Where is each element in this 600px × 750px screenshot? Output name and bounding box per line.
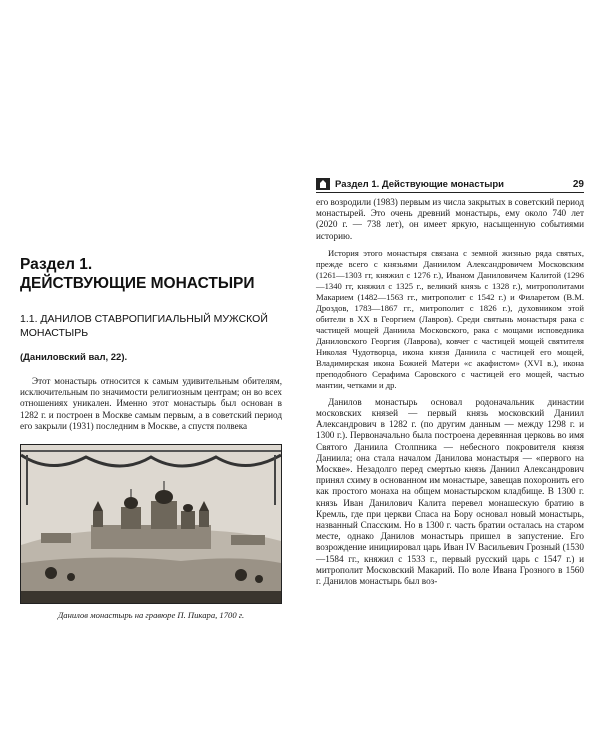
paragraph-3: Данилов монастырь основал родоначальник династии московских князей — первый князь московский Даниил Александрович в 1282 г. (по другим данным — между 1298 г. и 1300 г.). Первоначально была построена деревянная церковь во имя Святого Даниила Столпника — небесного покровителя князя Даниила; она стала началом Данилова монастыря — «первого на Москве». Незадолго перед смертью князь Даниил Александрович принял схиму в основанном им монастыре, завещав похоронить его как простого монаха на общем монастырском кладбище. В 1300 г. князь Иван Данилович Калита перевел монашескую братию в Кремль, где при церкви Спаса на Бору основал новый монастырь, названный Спасским. Но в 1300 г. часть братии осталась на старом месте, однако Данилов монастырь пришел в запустение. Его возрождение инициировал царь Иван IV Васильевич Грозный (1530—1584 гг., княжил с 1533 г., первый русский царь с 1547 г.) и митрополит Московский Макарий. По воле Ивана Грозного в 1560 г. Данилов монастырь был воз- (316, 396, 584, 587)
section-title (20, 255, 282, 293)
address: (Даниловский вал, 22). (20, 352, 128, 363)
church-icon (316, 178, 330, 190)
page-number: 29 (572, 178, 584, 190)
paragraph-1: его возродили (1983) первым из числа закрытых в советский период монастырей. Это очень древний монастырь, ему около 740 лет (2020 г. — 738 лет), он имеет яркую, насыщенную событиями историю. (316, 197, 584, 241)
running-head-title: Раздел 1. Действующие монастыри (335, 178, 505, 190)
right-page (316, 176, 584, 593)
section-title-line2: ДЕЙСТВУЮЩИЕ МОНАСТЫРИ (20, 275, 255, 292)
intro-paragraph: Этот монастырь относится к самым удивительным обителям, исключительным по значимости религиозным центрам; он во всех отношениях уникален. Именно этот монастырь был основан в 1282 г. и построен в Москве самым первым, а в советский период его закрыли (1931) последним в Москве, а спустя полвека (20, 376, 282, 431)
engraving-caption: Данилов монастырь на гравюре П. Пикара, 1700 г. (57, 610, 245, 621)
running-head (316, 176, 584, 193)
monastery-engraving-image (20, 444, 282, 604)
paragraph-2: История этого монастыря связана с земной жизнью ряда святых, прежде всего с князьями Даниилом Александровичем Московским (1261—1303 гг, княжил с 1276 г.), Иваном Даниловичем Калитой (1296—1340 гг, княжил с 1325 г., великий князь с 1328 г.), митрополитами Макарием (1482—1563 гг., митрополит с 1542 г.) и Филаретом (В.М. Дроздов, 1783—1867 гг., митрополит с 1826 г.), духовником этой обители в XX в Георгием (Лавров). Среди святынь монастыря рака с частицей мощей Даниила Московского, рака с мощами исповедника Даниловского Георгия (Лаврова), ковчег с частицей мощей святителя Николая Чудотворца, икона князя Даниила с частицей его мощей, Владимирская икона Божией Матери «с акафистом» (XVI в.), икона преподобного Серафима Саровского с частицей его мощей, частью мантии, четками и др. (316, 247, 584, 390)
section-title-line1: Раздел 1. (20, 256, 93, 273)
subsection-title: 1.1. ДАНИЛОВ СТАВРОПИГИАЛЬНЫЙ МУЖСКОЙ МОНАСТЫРЬ (20, 313, 268, 339)
left-page (20, 255, 282, 620)
